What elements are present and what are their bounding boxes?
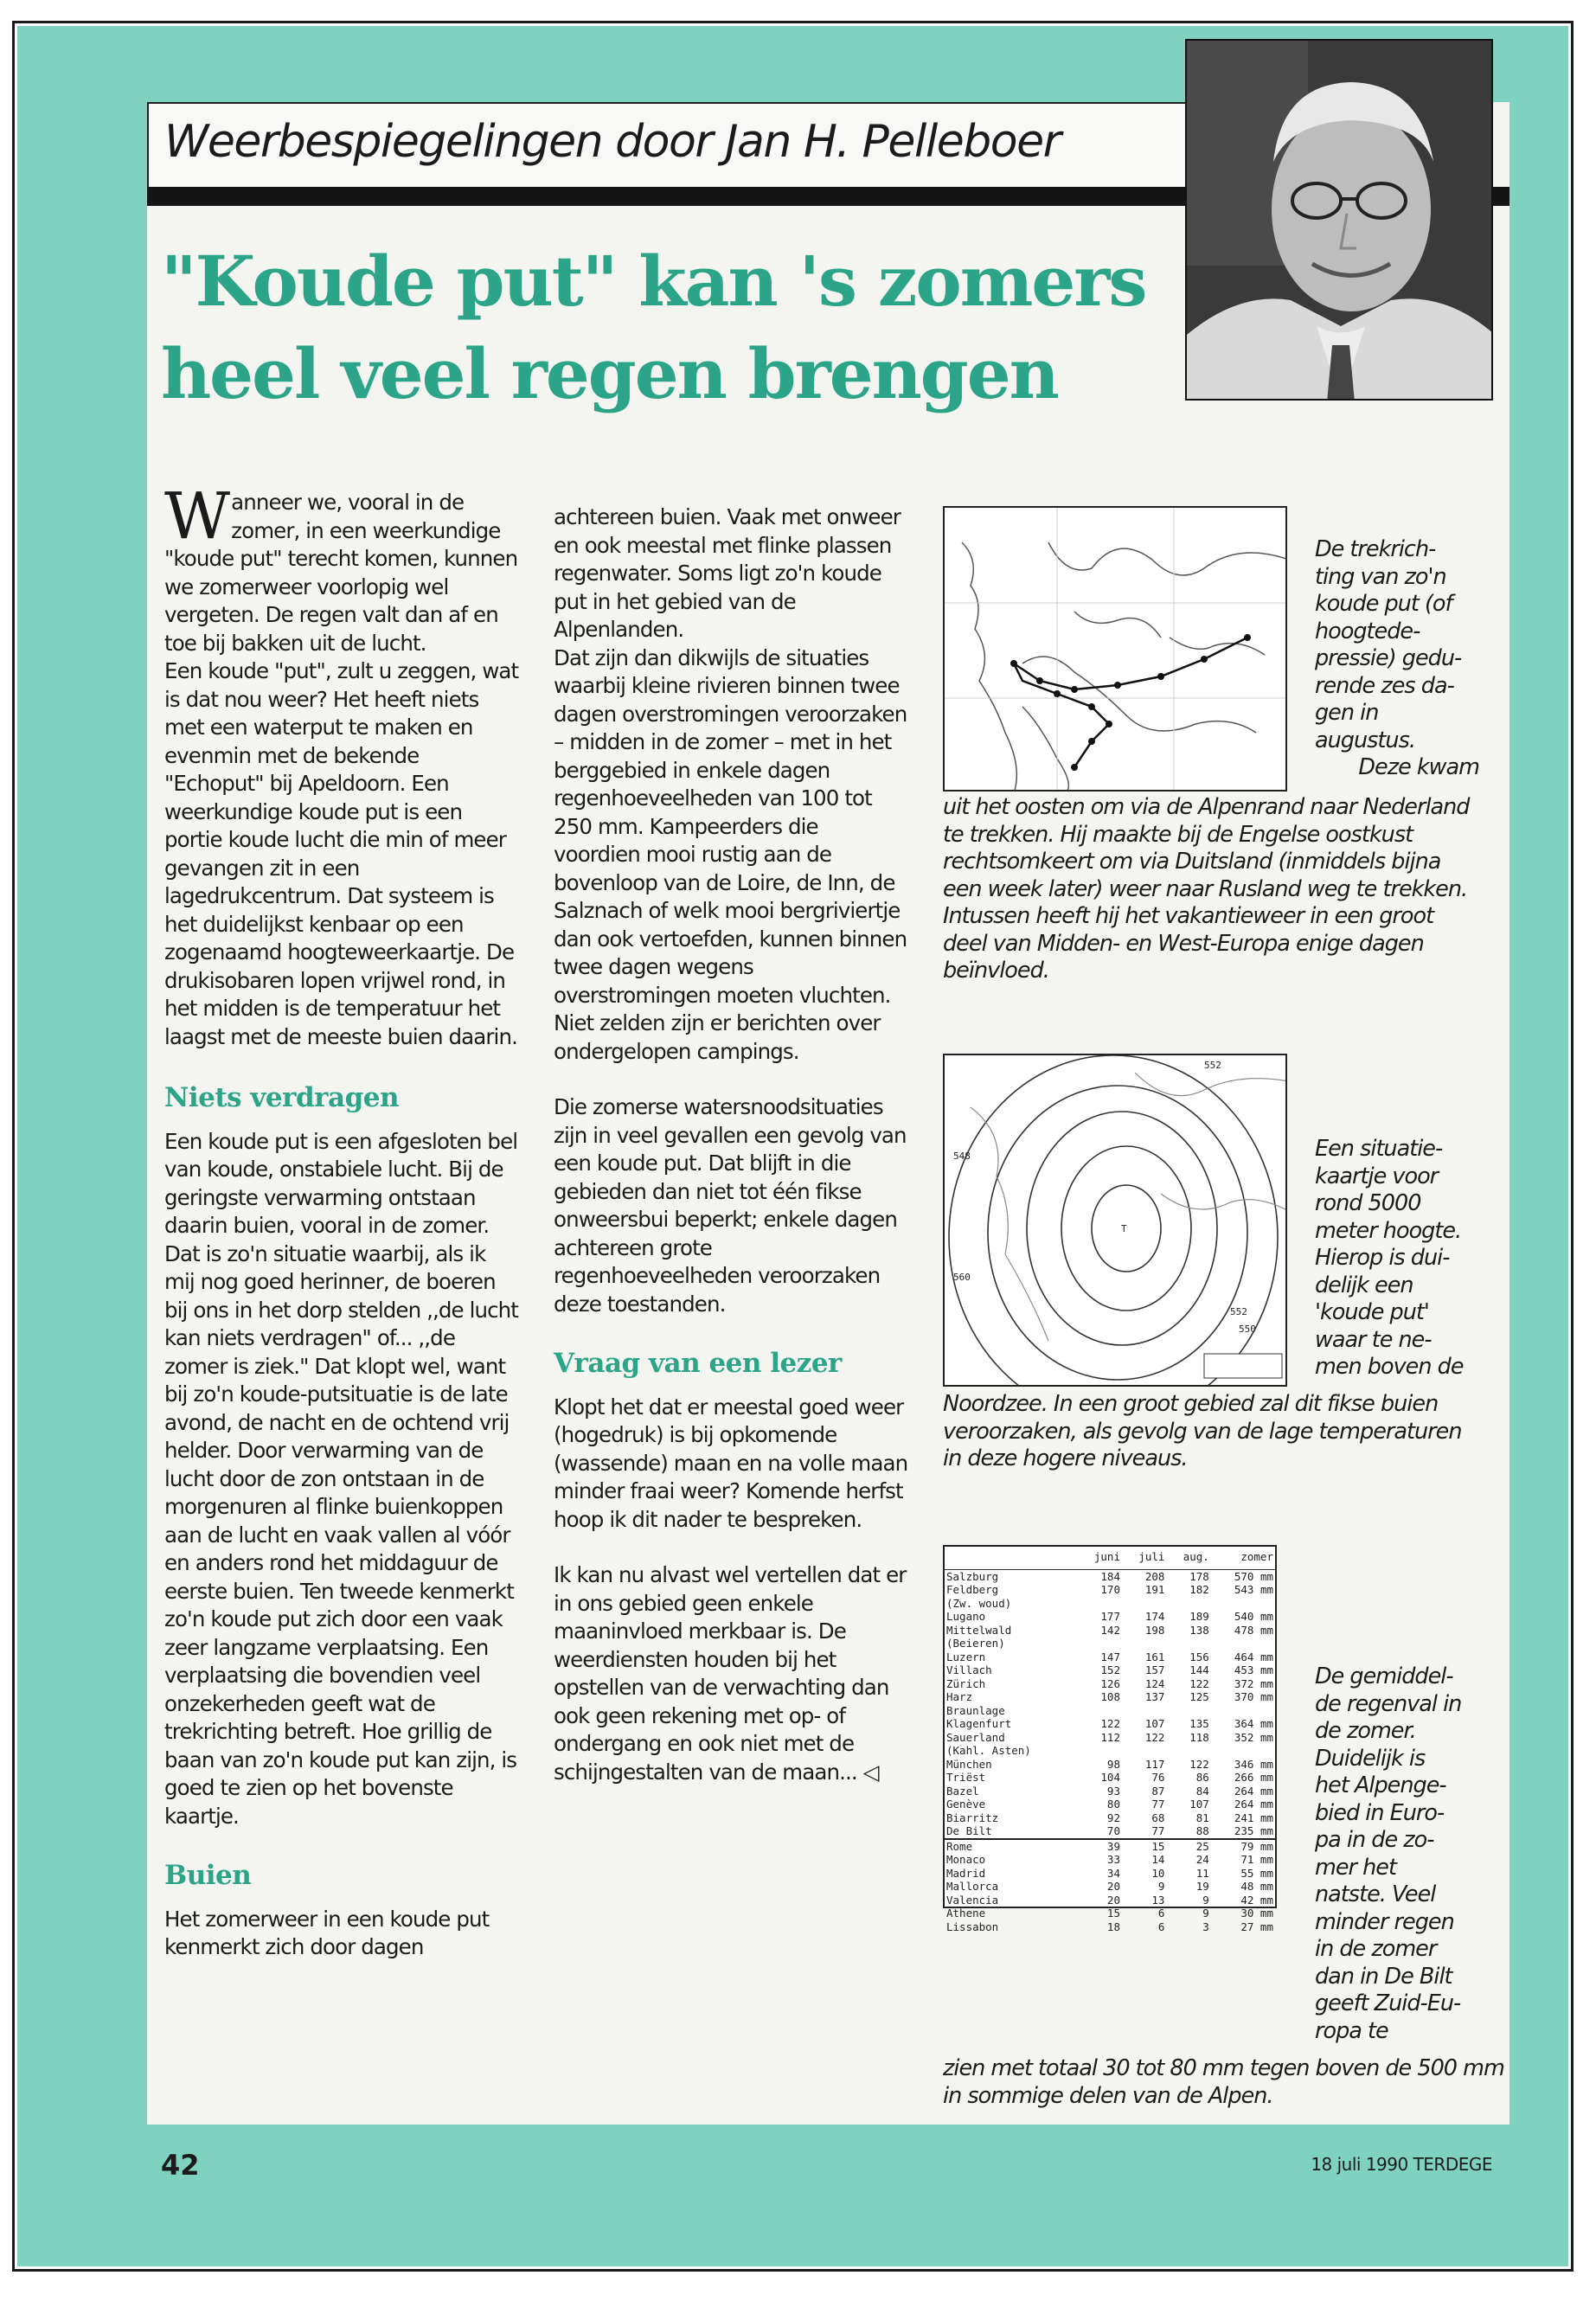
table-cell-value (1211, 1744, 1275, 1758)
table-cell-value: 27 mm (1240, 1920, 1273, 1933)
table-cell-value: 92 (1106, 1811, 1120, 1824)
table-row (945, 1758, 1275, 1772)
table-cell-value: 81 (1195, 1811, 1209, 1824)
table-cell-value: 80 (1106, 1798, 1120, 1811)
paragraph: Klopt het dat er meestal goed weer (hogedruk) is bij opkomende (wassende) maan en na volle maan minder fraai weer? Komende herfst hoop ik dit nader te bespreken. (554, 1394, 908, 1532)
caption-line: het Alpenge- (1315, 1772, 1446, 1798)
table-cell-value: 15 (1151, 1839, 1165, 1853)
table-cell-value: 19 (1195, 1880, 1209, 1893)
table-row (945, 1853, 1275, 1867)
table-row (945, 1880, 1275, 1894)
caption-line: bied in Euro- (1315, 1799, 1445, 1826)
table-cell-value: 208 (1144, 1569, 1165, 1583)
table-row (945, 1624, 1275, 1638)
situation-map (943, 1054, 1287, 1387)
table-cell-station: Mallorca (946, 1880, 999, 1893)
table-cell-value: 161 (1144, 1650, 1165, 1663)
table-cell-value: 147 (1100, 1650, 1120, 1663)
table-cell-value: 182 (1189, 1583, 1209, 1596)
table-cell-value: 372 mm (1234, 1676, 1273, 1690)
table-row (945, 1583, 1275, 1597)
table-row (945, 1610, 1275, 1624)
issue-info: 18 juli 1990 TERDEGE (1311, 2154, 1492, 2175)
table-cell-value: 135 (1189, 1717, 1209, 1730)
table-cell-value (1122, 1744, 1166, 1758)
caption-line: ting van zo'n (1315, 563, 1446, 590)
table-cell-value: 464 mm (1234, 1650, 1273, 1663)
author-photo (1185, 39, 1493, 401)
caption-track-map-below: uit het oosten om via de Alpenrand naar Nederland te trekken. Hij maakte bij de Engelse oostkust rechtsomkeert om via Duitsland (inmiddels bijna een week later) weer naar Rusland weg te trekken. Intussen heeft hij het vakantieweer in een groot deel van Midden- en West-Europa enige dagen beïnvloed. (943, 794, 1470, 984)
table-cell-value: 478 mm (1234, 1623, 1273, 1637)
table-cell-value: 88 (1195, 1824, 1209, 1837)
caption-situation-map-below: Noordzee. In een groot gebied zal dit fikse buien veroorzaken, als gevolg van de lage temperaturen in deze hogere niveaus. (943, 1391, 1462, 1471)
table-cell-value (1166, 1704, 1210, 1718)
table-cell-station: De Bilt (946, 1824, 992, 1837)
table-cell-station: Valencia (946, 1893, 999, 1907)
table-cell-value: 189 (1189, 1610, 1209, 1623)
table-row (945, 1824, 1275, 1839)
table-cell-value: 346 mm (1234, 1757, 1273, 1771)
table-cell-value: 87 (1151, 1784, 1165, 1798)
table-cell-value: 364 mm (1234, 1717, 1273, 1730)
table-cell-value (1122, 1637, 1166, 1650)
paragraph: Die zomerse watersnoodsituaties zijn in veel gevallen een gevolg van een koude put. Dat blijft in die gebieden dan niet tot één fikse onweersbui beperkt; enkele dagen achtereen grote regenhoeveelheden veroorzaken deze toestanden. (554, 1094, 907, 1317)
caption-line: rond 5000 (1315, 1190, 1421, 1216)
table-cell-value (1078, 1637, 1122, 1650)
column-2 (554, 503, 908, 1786)
table-cell-value: 3 (1202, 1920, 1209, 1933)
table-cell-value: 122 (1100, 1717, 1120, 1730)
caption-line: Hierop is dui- (1315, 1245, 1450, 1271)
table-cell-value: 137 (1144, 1690, 1165, 1703)
table-cell-value: 184 (1100, 1569, 1120, 1583)
table-cell-value: 177 (1100, 1610, 1120, 1623)
paragraph: Ik kan nu alvast wel vertellen dat er in ons gebied geen enkele maaninvloed merkbaar is. De weerdiensten houden bij het opstellen van de verwachting dan ook geen rekening met op- of ondergang en ook niet met de schijngestalten van de maan... ◁ (554, 1562, 907, 1785)
caption-track-map-side (1315, 536, 1488, 782)
table-cell-value: 9 (1157, 1880, 1165, 1893)
caption-line: de zomer. (1315, 1718, 1416, 1744)
table-cell-value: 42 mm (1240, 1893, 1273, 1907)
column-header (945, 1547, 1078, 1569)
paragraph: achtereen buien. Vaak met onweer en ook meestal met flinke plassen regenwater. Soms ligt zo'n koude put in het gebied van de Alpenlanden. (554, 504, 901, 642)
table-cell-station: (Kahl. Asten) (946, 1744, 1031, 1757)
table-cell-value: 235 mm (1234, 1824, 1273, 1837)
table-cell-value: 84 (1195, 1784, 1209, 1798)
table-cell-station: Mittelwald (946, 1623, 1012, 1637)
table-cell-station: Feldberg (946, 1583, 999, 1596)
table-cell-value: 33 (1106, 1853, 1120, 1866)
table-cell-station: Villach (946, 1663, 992, 1676)
table-cell-value: 142 (1100, 1623, 1120, 1637)
table-cell-value: 125 (1189, 1690, 1209, 1703)
caption-rainfall-side (1315, 1663, 1488, 2045)
table-cell-value (1078, 1704, 1122, 1718)
table-row (945, 1690, 1275, 1704)
table-row (945, 1798, 1275, 1811)
caption-line: De gemiddel- (1315, 1663, 1453, 1689)
svg-text:T: T (1121, 1223, 1127, 1234)
table-cell-value: 118 (1189, 1730, 1209, 1744)
column-1 (164, 479, 519, 1962)
caption-situation-map-side (1315, 1136, 1488, 1381)
table-cell-value: 122 (1144, 1730, 1165, 1744)
table-row (945, 1785, 1275, 1798)
table-cell-value: 126 (1100, 1676, 1120, 1690)
table-cell-value: 144 (1189, 1663, 1209, 1676)
table-cell-station: Genève (946, 1798, 986, 1811)
caption-line: ropa te (1315, 2017, 1388, 2044)
table-row (945, 1637, 1275, 1650)
caption-line: Duidelijk is (1315, 1745, 1426, 1772)
svg-text:552: 552 (1204, 1060, 1221, 1071)
table-cell-value: 122 (1189, 1676, 1209, 1690)
table-cell-station: Sauerland (946, 1730, 1005, 1744)
table-cell-station: Luzern (946, 1650, 986, 1663)
table-cell-value (1122, 1597, 1166, 1611)
column-kicker (147, 102, 1187, 187)
caption-line: De trekrich- (1315, 536, 1436, 562)
svg-text:552: 552 (1230, 1306, 1247, 1317)
table-cell-station: Braunlage (946, 1703, 1005, 1717)
table-cell-value: 264 mm (1234, 1798, 1273, 1811)
table-cell-value: 570 mm (1234, 1569, 1273, 1583)
table-cell-value: 30 mm (1240, 1907, 1273, 1920)
table-cell-value: 198 (1144, 1623, 1165, 1637)
caption-line: koude put (of (1315, 591, 1452, 617)
table-cell-station: Triëst (946, 1771, 986, 1784)
table-cell-value: 540 mm (1234, 1610, 1273, 1623)
table-cell-value: 370 mm (1234, 1690, 1273, 1703)
caption-line: gen in (1315, 700, 1379, 726)
caption-line: pressie) gedu- (1315, 645, 1462, 671)
caption-line: Een situatie- (1315, 1136, 1443, 1162)
table-cell-value: 24 (1195, 1853, 1209, 1866)
table-cell-value: 112 (1100, 1730, 1120, 1744)
column-header: zomer (1211, 1547, 1275, 1569)
table-cell-value: 20 (1106, 1893, 1120, 1907)
table-cell-station: Monaco (946, 1853, 986, 1866)
table-cell-value (1078, 1744, 1122, 1758)
table-cell-value: 77 (1151, 1798, 1165, 1811)
table-row (945, 1920, 1275, 1934)
table-cell-value: 55 mm (1240, 1866, 1273, 1880)
kicker-text: Weerbespiegelingen door Jan H. Pelleboer (164, 116, 1061, 168)
caption-line: kaartje voor (1315, 1163, 1439, 1189)
table-cell-value: 34 (1106, 1866, 1120, 1880)
table-cell-value: 25 (1195, 1839, 1209, 1853)
table-cell-value: 191 (1144, 1583, 1165, 1596)
rainfall-table (943, 1545, 1277, 1933)
table-cell-value: 170 (1100, 1583, 1120, 1596)
table-cell-value: 9 (1202, 1907, 1209, 1920)
table-cell-station: Lugano (946, 1610, 986, 1623)
caption-line: dan in De Bilt (1315, 1963, 1452, 1990)
paragraph: Dat zijn dan dikwijls de situaties waarbij kleine rivieren binnen twee dagen overstromingen veroorzaken – midden in de zomer – met in het berggebied in enkele dagen regenhoeveelheden van 100 tot 250 mm. Kampeerders die voordien mooi rustig aan de bovenloop van de Loire, de Inn, de Salznach of welk mooi bergriviertje dan ook vertoefden, kunnen binnen twee dagen wegens overstromingen moeten vluchten. Niet zelden zijn er berichten over ondergelopen campings. (554, 644, 907, 1064)
headline (161, 235, 1156, 420)
table-row (945, 1663, 1275, 1677)
table-cell-value: 138 (1189, 1623, 1209, 1637)
table-cell-station: Bazel (946, 1784, 979, 1798)
table-header-row (945, 1547, 1275, 1569)
table-cell-value: 264 mm (1234, 1784, 1273, 1798)
caption-line: rende zes da- (1315, 672, 1454, 699)
table-cell-value: 241 mm (1234, 1811, 1273, 1824)
table-cell-value (1122, 1704, 1166, 1718)
table-cell-value: 68 (1151, 1811, 1165, 1824)
table-cell-value: 152 (1100, 1663, 1120, 1676)
caption-line: mer het (1315, 1854, 1396, 1881)
column-header: juli (1122, 1547, 1166, 1569)
table-row (945, 1894, 1275, 1907)
table-cell-value: 71 mm (1240, 1853, 1273, 1866)
table-row (945, 1907, 1275, 1920)
caption-line: geeft Zuid-Eu- (1315, 1990, 1461, 2016)
table-cell-station: (Beieren) (946, 1637, 1005, 1650)
table-cell-value: 13 (1151, 1893, 1165, 1907)
caption-line: men boven de (1315, 1354, 1464, 1380)
caption-line: in de zomer (1315, 1936, 1437, 1962)
table-row (945, 1731, 1275, 1745)
table-row (945, 1717, 1275, 1731)
table-cell-value: 157 (1144, 1663, 1165, 1676)
table-cell-value: 48 mm (1240, 1880, 1273, 1893)
table-row (945, 1744, 1275, 1758)
table-cell-value: 352 mm (1234, 1730, 1273, 1744)
table-cell-value: 86 (1195, 1771, 1209, 1784)
table-cell-station: Klagenfurt (946, 1717, 1012, 1730)
paragraph: Een koude "put", zult u zeggen, wat is dat nou weer? Het heeft niets met een waterput te maken en evenmin met de bekende "Echoput" bij Apeldoorn. Een weerkundige koude put is een portie koude lucht die min of meer gevangen zit in een lagedrukcentrum. Dat systeem is het duidelijkst kenbaar op een zogenaamd hoogteweerkaartje. De drukisobaren lopen vrijwel rond, in het midden is de temperatuur het laagst met de meeste buien daarin. (164, 658, 519, 1049)
caption-rainfall-below: zien met totaal 30 tot 80 mm tegen boven de 500 mm in sommige delen van de Alpen. (943, 2055, 1504, 2109)
table-cell-value (1078, 1597, 1122, 1611)
table-row (945, 1867, 1275, 1881)
table-cell-value (1211, 1704, 1275, 1718)
table-cell-value: 156 (1189, 1650, 1209, 1663)
table-cell-value (1166, 1637, 1210, 1650)
table-cell-value: 10 (1151, 1866, 1165, 1880)
table-cell-station: Harz (946, 1690, 973, 1703)
table-cell-value: 11 (1195, 1866, 1209, 1880)
page-number: 42 (161, 2149, 200, 2182)
table-cell-station: Madrid (946, 1866, 986, 1880)
caption-line: waar te ne- (1315, 1326, 1432, 1353)
table-row (945, 1677, 1275, 1691)
table-cell-value: 39 (1106, 1839, 1120, 1853)
table-cell-station: (Zw. woud) (946, 1596, 1012, 1610)
table-row (945, 1704, 1275, 1718)
caption-line: meter hoogte. (1315, 1217, 1462, 1244)
table-cell-station: Athene (946, 1907, 986, 1920)
table-cell-value (1211, 1637, 1275, 1650)
drop-cap: W (164, 479, 230, 554)
table-cell-station: Rome (946, 1839, 973, 1853)
table-cell-value: 104 (1100, 1771, 1120, 1784)
table-cell-station: Salzburg (946, 1569, 999, 1583)
rainfall-table-grid (945, 1547, 1275, 1933)
table-cell-value (1166, 1744, 1210, 1758)
table-cell-station: Zürich (946, 1676, 986, 1690)
table-cell-value: 98 (1106, 1757, 1120, 1771)
caption-line: augustus. (1315, 727, 1415, 753)
caption-line: delijk een (1315, 1272, 1413, 1298)
svg-text:550: 550 (1239, 1324, 1256, 1335)
table-cell-value: 107 (1189, 1798, 1209, 1811)
table-cell-station: München (946, 1757, 992, 1771)
caption-line: pa in de zo- (1315, 1827, 1434, 1853)
table-row (945, 1839, 1275, 1854)
table-cell-value: 9 (1202, 1893, 1209, 1907)
table-cell-value: 107 (1144, 1717, 1165, 1730)
caption-line: Deze kwam (1358, 754, 1479, 780)
caption-line: natste. Veel (1315, 1881, 1436, 1907)
table-row (945, 1811, 1275, 1825)
caption-line: hoogtede- (1315, 618, 1420, 644)
table-cell-value (1166, 1597, 1210, 1611)
table-cell-value: 14 (1151, 1853, 1165, 1866)
paragraph: Het zomerweer in een koude put kenmerkt zich door dagen (164, 1906, 490, 1959)
paragraph: Wanneer we, vooral in de zomer, in een weerkundige "koude put" terecht komen, kunnen we zomerweer voorlopig wel vergeten. De regen valt dan af en toe bij bakken uit de lucht. (164, 479, 518, 656)
table-cell-value (1211, 1597, 1275, 1611)
table-cell-value: 124 (1144, 1676, 1165, 1690)
table-cell-value: 93 (1106, 1784, 1120, 1798)
svg-text:560: 560 (953, 1272, 971, 1283)
headline-line-1: "Koude put" kan 's zomers (161, 240, 1146, 322)
table-cell-value: 543 mm (1234, 1583, 1273, 1596)
table-cell-value: 79 mm (1240, 1839, 1273, 1853)
table-cell-value: 6 (1157, 1920, 1165, 1933)
table-row (945, 1597, 1275, 1611)
table-cell-value: 18 (1106, 1920, 1120, 1933)
table-cell-value: 108 (1100, 1690, 1120, 1703)
table-cell-value: 174 (1144, 1610, 1165, 1623)
caption-line: minder regen (1315, 1908, 1454, 1935)
column-header: juni (1078, 1547, 1122, 1569)
table-cell-value: 15 (1106, 1907, 1120, 1920)
table-cell-value: 76 (1151, 1771, 1165, 1784)
table-cell-value: 453 mm (1234, 1663, 1273, 1676)
table-cell-value: 117 (1144, 1757, 1165, 1771)
subheading-buien: Buien (164, 1860, 252, 1891)
table-row (945, 1569, 1275, 1583)
table-cell-value: 178 (1189, 1569, 1209, 1583)
subheading-vraag-van-een-lezer: Vraag van een lezer (554, 1348, 842, 1379)
paragraph: Een koude put is een afgesloten bel van koude, onstabiele lucht. Bij de geringste verwarming ontstaan daarin buien, vooral in de zomer. Dat is zo'n situatie waarbij, als ik mij nog goed herinner, de boeren bij ons in het dorp stelden ,,de lucht kan niets verdragen" of... ,,de zomer is ziek." Dat klopt wel, want bij zo'n koude-putsituatie is de late avond, de nacht en de ochtend vrij helder. Door verwarming van de lucht door de zon ontstaan in de morgenuren al flinke buienkoppen aan de lucht en vaak vallen al vóór en anders rond het middaguur de eerste buien. Ten tweede kenmerkt zo'n koude put zich door een vaak zeer langzame verplaatsing. Een verplaatsing die bovendien veel onzekerheden geeft wat de trekrichting betreft. Hoe grillig de baan van zo'n koude put kan zijn, is goed te zien op het bovenste kaartje. (164, 1128, 519, 1829)
table-cell-value: 6 (1157, 1907, 1165, 1920)
svg-text:548: 548 (953, 1150, 971, 1162)
table-cell-value: 122 (1189, 1757, 1209, 1771)
table-row (945, 1650, 1275, 1664)
headline-line-2: heel veel regen brengen (161, 333, 1058, 414)
track-map (943, 506, 1287, 792)
table-cell-value: 20 (1106, 1880, 1120, 1893)
table-body (945, 1569, 1275, 1933)
table-cell-value: 70 (1106, 1824, 1120, 1837)
caption-line: de regenval in (1315, 1690, 1462, 1717)
column-header: aug. (1166, 1547, 1210, 1569)
table-cell-station: Lissabon (946, 1920, 999, 1933)
table-row (945, 1771, 1275, 1785)
subheading-niets-verdragen: Niets verdragen (164, 1082, 400, 1113)
table-cell-value: 77 (1151, 1824, 1165, 1837)
caption-line: 'koude put' (1315, 1299, 1429, 1325)
table-cell-value: 266 mm (1234, 1771, 1273, 1784)
table-cell-station: Biarritz (946, 1811, 999, 1824)
